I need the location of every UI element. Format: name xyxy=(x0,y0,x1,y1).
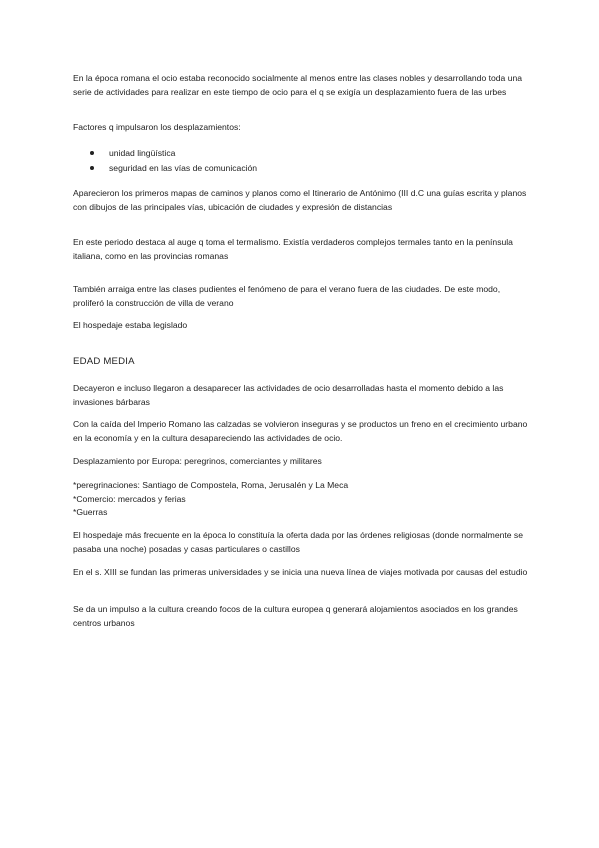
paragraph-summer-villas: También arraiga entre las clases pudientes el fenómeno de para el verano fuera de las ciudades. De este modo, proliferó la construcción de villa de verano xyxy=(73,284,501,308)
paragraph-roman-leisure: En la época romana el ocio estaba reconocido socialmente al menos entre las clases nobles y desarrollando toda una serie de actividades para realizar en este tiempo de ocio para el q se exigía un desplazamiento fuera de las urbes xyxy=(73,73,523,97)
paragraph-maps: Aparecieron los primeros mapas de caminos y planos como el Itinerario de Antónimo (III d.C una guías escrita y planos con dibujos de las principales vías, ubicación de ciudades y expresión de distancias xyxy=(73,188,527,212)
bullet-item xyxy=(73,161,473,176)
factors-bullet-list xyxy=(73,146,473,176)
bullet-icon xyxy=(90,166,94,170)
bullet-item-text: unidad lingüística xyxy=(109,148,176,158)
travel-types-list xyxy=(73,479,533,520)
paragraph-culture-impulse: Se da un impulso a la cultura creando focos de la cultura europea q generará alojamientos asociados en los grandes centros urbanos xyxy=(73,604,518,628)
list-line: *peregrinaciones: Santiago de Compostela, Roma, Jerusalén y La Meca xyxy=(73,480,349,490)
paragraph-factors-intro: Factores q impulsaron los desplazamientos: xyxy=(73,122,241,132)
bullet-item-text: seguridad en las vías de comunicación xyxy=(109,163,258,173)
section-heading-edad-media: EDAD MEDIA xyxy=(73,356,135,367)
paragraph-roman-fall: Con la caída del Imperio Romano las calzadas se volvieron inseguras y se productos un freno en el crecimiento urbano en la economía y en la cultura desapareciendo las actividades de ocio. xyxy=(73,419,528,443)
bullet-item xyxy=(73,146,473,161)
list-line: *Comercio: mercados y ferias xyxy=(73,493,186,504)
paragraph-thermalism: En este periodo destaca al auge q toma el termalismo. Existía verdaderos complejos termales tanto en la península italiana, como en las provincias romanas xyxy=(73,237,513,261)
paragraph-travel-europe: Desplazamiento por Europa: peregrinos, comerciantes y militares xyxy=(73,456,322,466)
list-line: *Guerras xyxy=(73,507,108,518)
bullet-icon xyxy=(90,151,94,155)
paragraph-decline: Decayeron e incluso llegaron a desaparecer las actividades de ocio desarrolladas hasta el momento debido a las invasiones bárbaras xyxy=(73,383,504,407)
paragraph-lodging-legislated: El hospedaje estaba legislado xyxy=(73,320,188,330)
paragraph-universities: En el s. XIII se fundan las primeras universidades y se inicia una nueva línea de viajes motivada por causas del estudio xyxy=(73,567,528,577)
paragraph-lodging-religious: El hospedaje más frecuente en la época lo constituía la oferta dada por las órdenes religiosas (donde normalmente se pasaba una noche) posadas y casas particulares o castillos xyxy=(73,530,524,554)
